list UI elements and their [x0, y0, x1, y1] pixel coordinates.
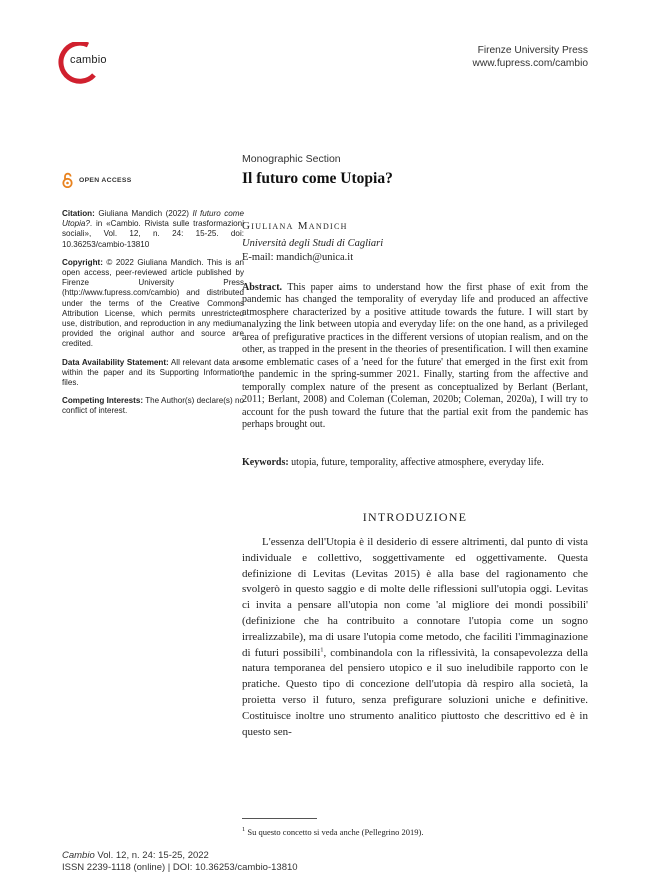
abstract	[242, 282, 588, 431]
journal-name: Cambio	[62, 850, 95, 861]
article-title: Il futuro come Utopia?	[242, 170, 393, 187]
footnote-divider	[242, 818, 317, 819]
keywords-label: Keywords:	[242, 457, 289, 468]
journal-logo	[58, 42, 108, 84]
author-name: Giuliana Mandich	[242, 220, 348, 232]
abstract-text: This paper aims to understand how the first phase of exit from the pandemic has changed the temporality of everyday life and produced an affective atmosphere characterized by a positive attitude towards the future. I will start by analyzing the link between utopia and everyday life: on the one hand, as a privileged area of prefigurative practices in the different versions of utopian realism, and on the other, as trapped in the present in the theories of presentification. I will then examine some emblematic cases of a 'need for the future' that emerged in the first exit from the pandemic in the spring-summer 2021. Finally, starting from the affective and temporally complex nature of the present as conceptualized by Berlant (Berlant, 2011; Berlant, 2008) and Coleman (Coleman, 2020b; Coleman, 2020a), I will try to account for the push toward the future that the partial exit from the pandemic has perhaps brought out.	[242, 282, 588, 430]
keywords-text: utopia, future, temporality, affective atmosphere, everyday life.	[288, 457, 544, 468]
section-label: Monographic Section	[242, 153, 341, 165]
open-lock-icon	[62, 172, 73, 188]
journal-issue: Vol. 12, n. 24: 15-25, 2022	[94, 850, 209, 861]
copyright-text: © 2022 Giuliana Mandich. This is an open access, peer-reviewed article published by Firenze University Press (http://www.fupress.com/cambio) and distributed under the terms of the Creative Commons Attribution License, which permits unrestricted use, distribution, and reproduction in any medium, provided the original author and source are credited.	[62, 257, 244, 349]
data-availability-text: All relevant data are within the paper and its Supporting Information files.	[62, 357, 244, 388]
footnote-mark: 1	[242, 826, 246, 834]
intro-text-part1: L'essenza dell'Utopia è il desiderio di essere altrimenti, dal punto di vista individuale e collettivo, soggettivamente ed oggettivamente. Questa definizione di Levitas (Levitas 2015) è alla base del ragionamento che svolgerò in questo saggio e di molte delle riflessioni sull'utopia oggi. Levitas ci invita a pensare all'utopia non come 'al migliore dei mondi possibili' (definizione che ha contribuito a connotare l'utopia come un sogno irrealizzabile), ma di usare l'utopia come metodo, che faciliti l'immaginazione di futuri possibili	[242, 536, 588, 659]
competing-interests-text: The Author(s) declare(s) no conflict of interest.	[62, 396, 244, 416]
keywords	[242, 457, 588, 468]
footnote-text: Su questo concetto si veda anche (Pellegrino 2019).	[245, 827, 424, 837]
publisher-url[interactable]: www.fupress.com/cambio	[472, 58, 588, 69]
journal-footer	[62, 850, 298, 874]
intro-text-part2: , combinandola con la riflessività, la consapevolezza della natura temporanea del pensiero utopico e il suo ineludibile rapporto con le pratiche. Questo tipo di concezione dell'utopia dà respiro alla società, la proietta verso il futuro, senza prefigurare soluzioni uniche e definitive. Costituisce inoltre uno strumento analitico piuttosto che descrittivo ed è in questo sen-	[242, 646, 588, 738]
citation-text-after: . in «Cambio. Rivista sulle trasformazioni sociali», Vol. 12, n. 24: 15-25. doi: 10.36253/cambio-13810	[62, 219, 244, 249]
logo-text: cambio	[70, 54, 107, 66]
journal-issn: ISSN 2239-1118 (online) | DOI: 10.36253/cambio-13810	[62, 862, 298, 873]
data-availability-block	[62, 358, 244, 389]
publisher-name: Firenze University Press	[477, 45, 588, 56]
article-info-column	[62, 209, 244, 425]
publisher-block	[473, 44, 589, 70]
citation-title: Il futuro come Utopia?	[62, 209, 244, 229]
competing-interests-block	[62, 396, 244, 416]
copyright-label: Copyright:	[62, 257, 103, 267]
copyright-block	[62, 258, 244, 350]
author-email[interactable]: E-mail: mandich@unica.it	[242, 252, 354, 263]
citation-text-before: Giuliana Mandich (2022)	[94, 209, 193, 218]
intro-paragraph	[242, 535, 588, 740]
competing-interests-label: Competing Interests:	[62, 396, 144, 406]
citation-block	[62, 209, 244, 250]
section-heading: INTRODUZIONE	[362, 510, 468, 524]
footnote-reference[interactable]: 1	[320, 645, 324, 653]
open-access-label: OPEN ACCESS	[79, 176, 132, 184]
abstract-label: Abstract.	[242, 282, 283, 293]
journal-issue-line	[62, 850, 298, 862]
citation-label: Citation:	[62, 209, 95, 218]
author-affiliation: Università degli Studi di Cagliari	[242, 238, 384, 249]
data-availability-label: Data Availability Statement:	[62, 357, 169, 367]
open-access-badge	[62, 172, 132, 188]
